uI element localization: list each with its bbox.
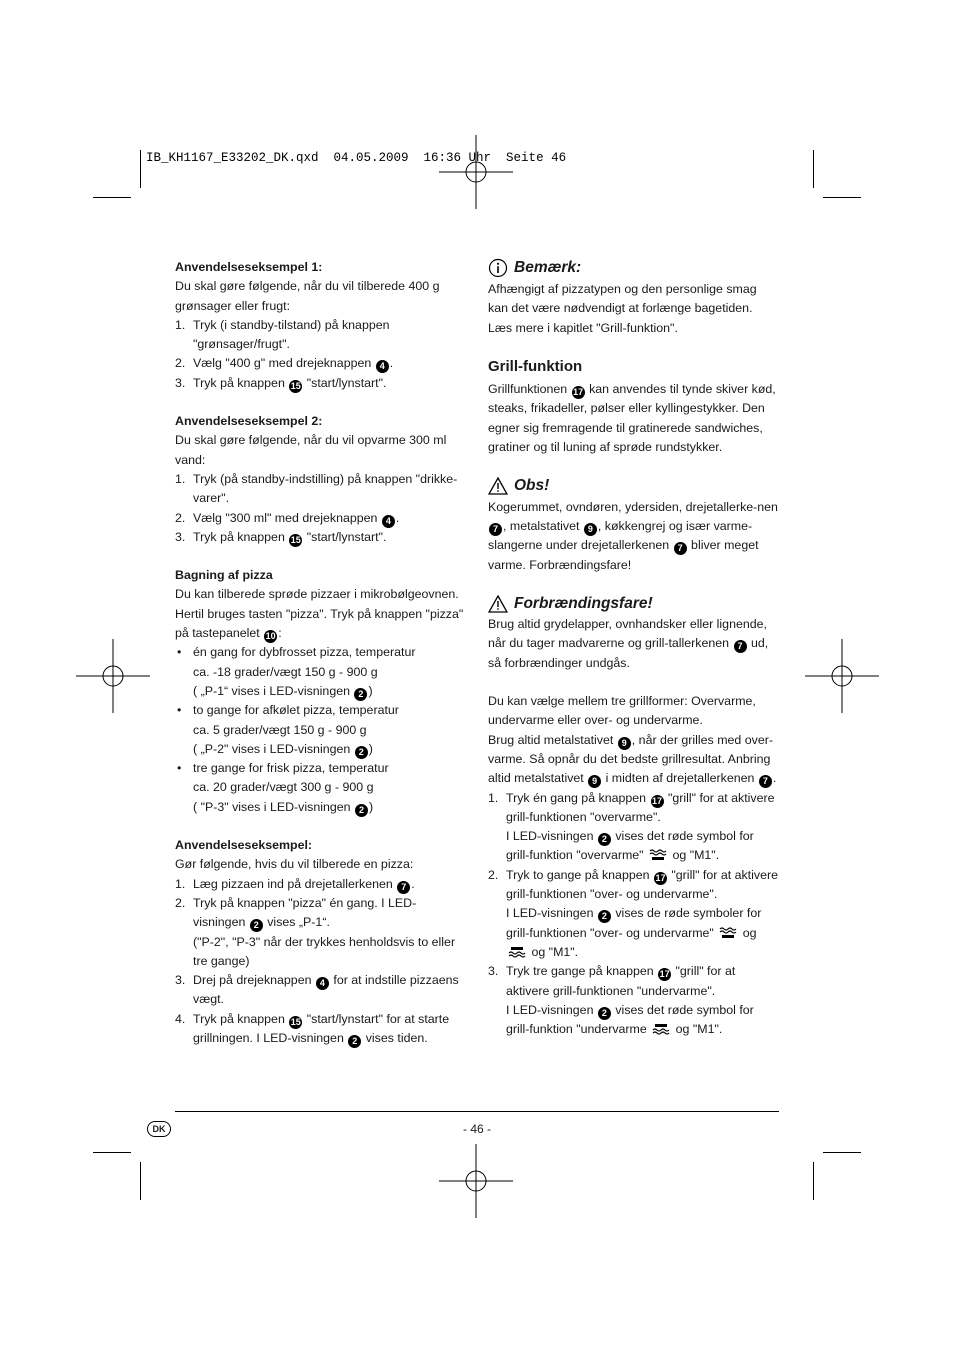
ref-number-15-icon: 15 bbox=[290, 534, 301, 545]
ref-number-10-icon: 10 bbox=[265, 631, 276, 642]
ref-number-9-icon: 9 bbox=[618, 737, 631, 750]
list-item: 2. Vælg "300 ml" med drejeknappen 4 . bbox=[175, 510, 400, 526]
top-heat-symbol-icon bbox=[717, 926, 739, 940]
list-item: • to gange for afkølet pizza, temperatur ca. 5 grader/vægt 150 g - 900 g ( „P-2" vises i LED-visningen 2 ) bbox=[177, 703, 399, 757]
ref-number-4-icon: 4 bbox=[376, 360, 389, 373]
warning-heading: Obs! bbox=[488, 476, 780, 495]
ref-number-7-icon: 7 bbox=[734, 640, 747, 653]
burn-warning-heading: Forbrændingsfare! bbox=[488, 594, 780, 613]
ref-number-2-icon: 2 bbox=[354, 688, 367, 701]
left-column bbox=[175, 258, 467, 1048]
grill-modes-intro: Du kan vælge mellem tre grillformer: Overvarme, undervarme eller over- og undervarme. bbox=[488, 694, 756, 728]
registration-mark-icon bbox=[437, 1142, 515, 1220]
burn-warning-body: Brug altid grydelapper, ovnhandsker eller lignende, når du tager madvarerne og grill-tallerkenen 7 ud, så forbrændinger undgås. bbox=[488, 617, 769, 670]
warning-body: Kogerummet, ovndøren, ydersiden, drejetallerke-nen 7 , metalstativet 9 , køkkengrej og især varme-slangerne under drejetallerkenen 7 bliver meget varme. Forbrændingsfare! bbox=[488, 499, 778, 572]
registration-mark-icon bbox=[803, 637, 881, 715]
list-item: 1. Læg pizzaen ind på drejetallerkenen 7 . bbox=[175, 876, 415, 892]
example2-title: Anvendelseseksempel 2: bbox=[175, 414, 323, 429]
ref-number-17-icon: 17 bbox=[659, 969, 670, 980]
ref-number-7-icon: 7 bbox=[759, 775, 772, 788]
bottom-heat-symbol-icon bbox=[650, 1022, 672, 1036]
ref-number-15-icon: 15 bbox=[290, 1016, 301, 1027]
note-heading: Bemærk: bbox=[488, 258, 780, 278]
ref-number-2-icon: 2 bbox=[355, 804, 368, 817]
crop-mark bbox=[93, 197, 131, 198]
ref-number-7-icon: 7 bbox=[489, 523, 502, 536]
ref-number-4-icon: 4 bbox=[382, 515, 395, 528]
registration-mark-icon bbox=[437, 133, 515, 211]
list-item: 2. Tryk på knappen "pizza" én gang. I LED-visningen 2 vises „P-1“. ("P-2", "P-3" når der trykkes henholdsvis to eller tre gange) bbox=[175, 895, 456, 968]
ref-number-17-icon: 17 bbox=[655, 872, 666, 883]
ref-number-9-icon: 9 bbox=[584, 523, 597, 536]
example1-intro: Du skal gøre følgende, når du vil tilberede 400 g grønsager eller frugt: bbox=[175, 279, 440, 313]
crop-mark bbox=[823, 197, 861, 198]
ref-number-2-icon: 2 bbox=[598, 833, 611, 846]
crop-mark bbox=[93, 1152, 131, 1153]
note-body: Afhængigt af pizzatypen og den personlige smag kan det være nødvendigt at forlænge bagetiden. Læs mere i kapitlet "Grill-funktion". bbox=[488, 282, 757, 335]
grill-body: Grillfunktionen 17 kan anvendes til tynde skiver kød, steaks, frikadeller, pølser eller kyllingestykker. Den egner sig fremragende til gratinerede sandwiches, gratiner og til luning af sprøde rundstykker. bbox=[488, 382, 776, 455]
list-item: 1. Tryk (på standby-indstilling) på knappen "drikke-varer". bbox=[175, 471, 458, 506]
top-heat-symbol-icon bbox=[647, 848, 669, 862]
list-item: 3. Tryk på knappen 15 "start/lynstart". bbox=[175, 375, 387, 391]
info-icon bbox=[488, 258, 508, 278]
example3-title: Anvendelseseksempel: bbox=[175, 838, 313, 853]
bottom-heat-symbol-icon bbox=[506, 945, 528, 959]
example3-intro: Gør følgende, hvis du vil tilberede en pizza: bbox=[175, 857, 414, 872]
warning-icon bbox=[488, 595, 508, 613]
ref-number-9-icon: 9 bbox=[588, 775, 601, 788]
ref-number-15-icon: 15 bbox=[290, 380, 301, 391]
crop-mark bbox=[813, 1162, 814, 1200]
list-item: • tre gange for frisk pizza, temperatur ca. 20 grader/vægt 300 g - 900 g ( "P-3" vises i LED-visningen 2 ) bbox=[177, 761, 389, 815]
ref-number-7-icon: 7 bbox=[674, 542, 687, 555]
list-item: 1. Tryk (i standby-tilstand) på knappen "grønsager/frugt". bbox=[175, 317, 390, 352]
grill-heading: Grill-funktion bbox=[488, 357, 583, 375]
ref-number-2-icon: 2 bbox=[348, 1035, 361, 1048]
page-number: - 46 - bbox=[462, 1122, 491, 1136]
list-item: 2. Tryk to gange på knappen 17 "grill" for at aktivere grill-funktionen "over- og undervarme". I LED-visningen 2 vises de røde symboler for grill-funktionen "over- og undervarme" og og "M1". bbox=[488, 867, 778, 959]
crop-mark bbox=[140, 1162, 141, 1200]
example2-intro: Du skal gøre følgende, når du vil opvarme 300 ml vand: bbox=[175, 433, 447, 467]
ref-number-2-icon: 2 bbox=[355, 746, 368, 759]
list-item: • én gang for dybfrosset pizza, temperatur ca. -18 grader/vægt 150 g - 900 g ( „P-1“ vises i LED-visningen 2 ) bbox=[177, 645, 416, 699]
right-column bbox=[488, 258, 780, 1039]
list-item: 4. Tryk på knappen 15 "start/lynstart" for at starte grillningen. I LED-visningen 2 vises tiden. bbox=[175, 1011, 450, 1046]
crop-mark bbox=[140, 150, 141, 188]
grill-modes-rack: Brug altid metalstativet 9 , når der grilles med over-varme. Så opnår du det bedste grillresultat. Anbring altid metalstativet 9 i midten af drejetallerkenen 7 . bbox=[488, 732, 777, 787]
pizza-title: Bagning af pizza bbox=[175, 568, 273, 583]
ref-number-17-icon: 17 bbox=[652, 795, 663, 806]
list-item: 2. Vælg "400 g" med drejeknappen 4 . bbox=[175, 356, 394, 372]
pizza-intro: Du kan tilberede sprøde pizzaer i mikrobølgeovnen. Hertil bruges tasten "pizza". Tryk på knappen "pizza" på tastepanelet 10 : bbox=[175, 587, 464, 642]
ref-number-7-icon: 7 bbox=[397, 881, 410, 894]
ref-number-17-icon: 17 bbox=[573, 387, 584, 398]
list-item: 3. Tryk på knappen 15 "start/lynstart". bbox=[175, 529, 387, 545]
example1-title: Anvendelseseksempel 1: bbox=[175, 260, 323, 274]
list-item: 1. Tryk én gang på knappen 17 "grill" for at aktivere grill-funktionen "overvarme". I LED-visningen 2 vises det røde symbol for grill-funktion "overvarme" og "M1". bbox=[488, 790, 775, 863]
crop-mark bbox=[823, 1152, 861, 1153]
footer-rule bbox=[175, 1111, 779, 1112]
ref-number-2-icon: 2 bbox=[598, 1007, 611, 1020]
print-slug: IB_KH1167_E33202_DK.qxd 04.05.2009 16:36 Uhr Seite 46 bbox=[146, 151, 567, 165]
list-item: 3. Drej på drejeknappen 4 for at indstille pizzaens vægt. bbox=[175, 973, 459, 1007]
crop-mark bbox=[813, 150, 814, 188]
ref-number-4-icon: 4 bbox=[316, 977, 329, 990]
ref-number-2-icon: 2 bbox=[250, 919, 263, 932]
language-badge: DK bbox=[147, 1121, 171, 1137]
registration-mark-icon bbox=[74, 637, 152, 715]
list-item: 3. Tryk tre gange på knappen 17 "grill" for at aktivere grill-funktionen "undervarme". I LED-visningen 2 vises det røde symbol for grill-funktion "undervarme og "M1". bbox=[488, 964, 754, 1037]
ref-number-2-icon: 2 bbox=[598, 910, 611, 923]
warning-icon bbox=[488, 477, 508, 495]
